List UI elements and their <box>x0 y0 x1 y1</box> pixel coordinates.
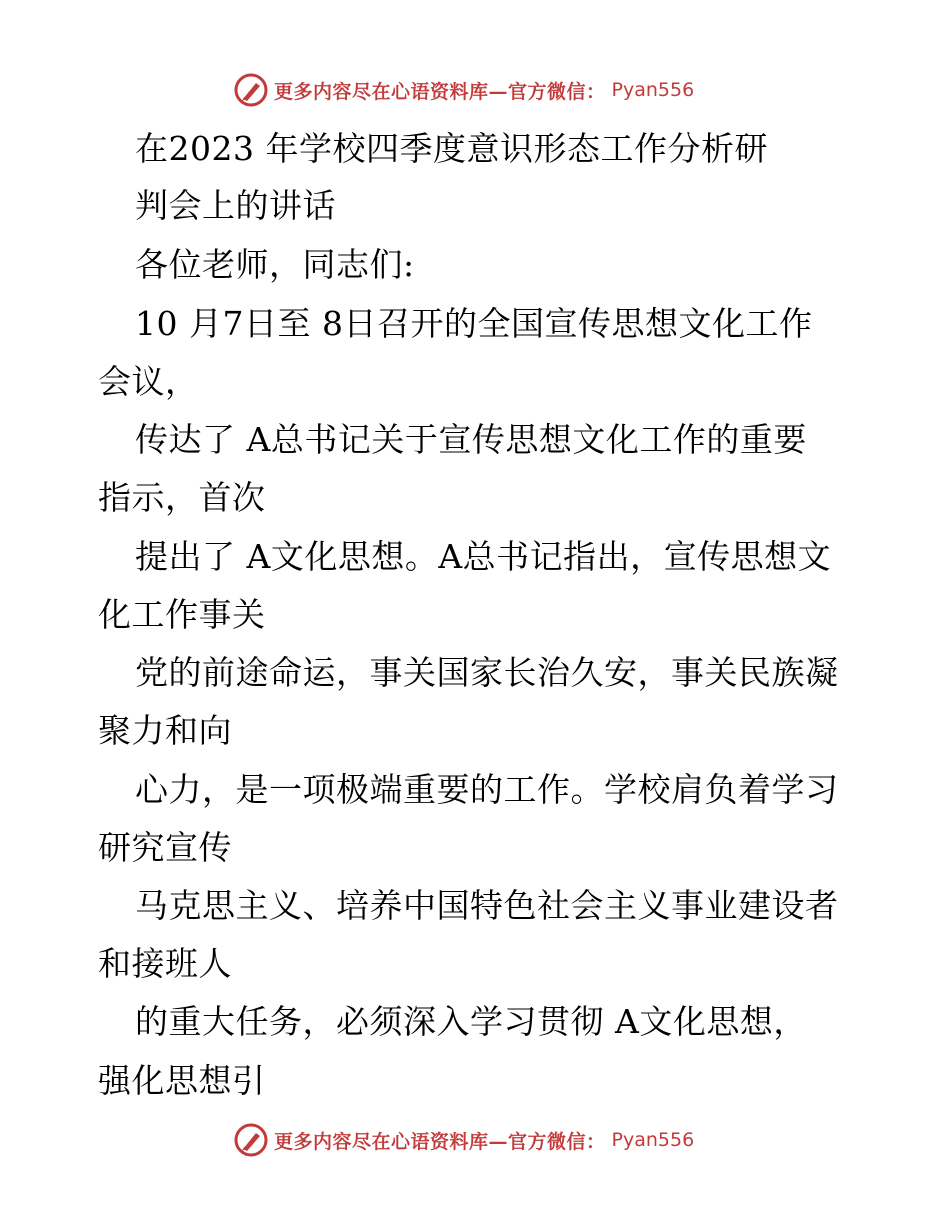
body-line: 马克思主义、培养中国特色社会主义事业建设者 <box>135 886 839 925</box>
body-line: 和接班人 <box>98 944 232 983</box>
pen-logo-icon <box>234 73 268 107</box>
body-line: 化工作事关 <box>98 595 266 634</box>
footer-watermark-text: 更多内容尽在心语资料库—官方微信： <box>274 1130 606 1153</box>
header-watermark-text: 更多内容尽在心语资料库—官方微信： <box>274 80 606 103</box>
greeting: 各位老师，同志们: <box>135 245 415 284</box>
body-line: 传达了 A总书记关于宣传思想文化工作的重要 <box>135 420 807 459</box>
pen-logo-icon <box>234 1123 268 1157</box>
document-title-line-2: 判会上的讲话 <box>135 186 336 225</box>
body-line: 的重大任务，必须深入学习贯彻 A文化思想， <box>135 1002 807 1041</box>
body-line: 强化思想引 <box>98 1061 266 1100</box>
body-line: 10 月7日至 8日召开的全国宣传思想文化工作 <box>135 304 813 343</box>
body-line: 党的前途命运，事关国家长治久安，事关民族凝 <box>135 653 839 692</box>
header-watermark-contact: Pyan556 <box>611 79 695 101</box>
header-watermark-banner <box>234 70 694 110</box>
body-line: 研究宣传 <box>98 828 232 867</box>
footer-watermark-contact: Pyan556 <box>611 1129 695 1151</box>
footer-watermark-banner <box>234 1120 694 1160</box>
body-line: 聚力和向 <box>98 711 232 750</box>
body-line: 心力，是一项极端重要的工作。学校肩负着学习 <box>135 770 839 809</box>
document-title-line-1: 在2023 年学校四季度意识形态工作分析研 <box>135 129 768 168</box>
body-line: 提出了 A文化思想。A总书记指出，宣传思想文 <box>135 537 832 576</box>
body-line: 指示，首次 <box>98 478 266 517</box>
body-line: 会议， <box>98 362 199 401</box>
